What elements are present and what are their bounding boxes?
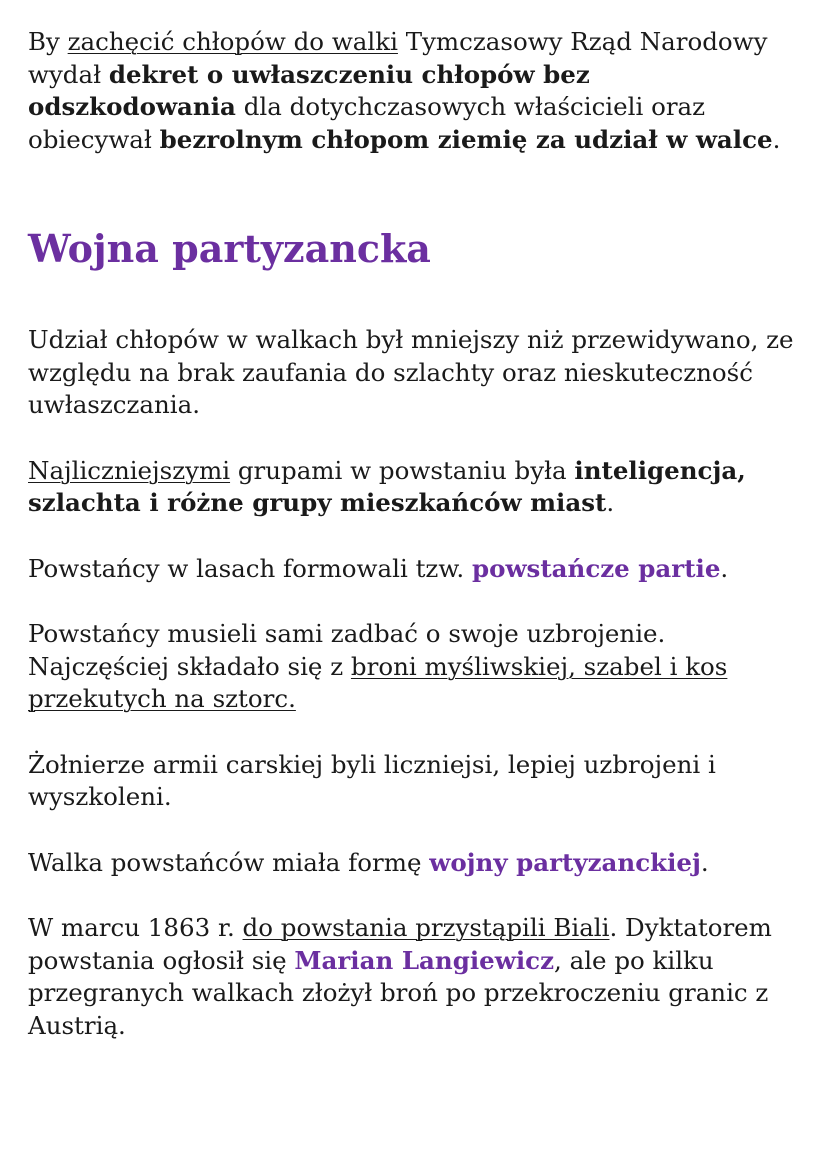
underlined-text: broni myśliwskiej, szabel i kos przekutych na sztorc.	[28, 651, 728, 713]
text: W marcu 1863 r.	[28, 913, 243, 942]
underlined-text: do powstania przystąpili Biali	[242, 913, 610, 942]
bold-text: bezrolnym chłopom ziemię za udział w walce	[159, 124, 773, 154]
highlighted-term: powstańcze partie	[471, 553, 721, 583]
text: . Dyktatorem powstania ogłosił się	[28, 913, 772, 975]
text: Powstańcy musieli sami zadbać o swoje uzbrojenie. Najczęściej składało się z	[28, 619, 666, 681]
text: .	[772, 124, 781, 154]
paragraph-decree	[28, 26, 800, 156]
highlighted-term: Marian Langiewicz	[294, 945, 555, 975]
highlighted-term: wojny partyzanckiej	[429, 847, 701, 877]
text: .	[606, 488, 615, 517]
paragraph-partie	[28, 553, 800, 586]
text: Tymczasowy Rząd Narodowy wydał	[28, 27, 768, 89]
text: .	[720, 553, 729, 583]
paragraph-weapons	[28, 618, 800, 716]
text: Walka powstańców miała formę	[28, 847, 430, 877]
bold-text: dekret o uwłaszczeniu chłopów bez odszkodowania	[28, 59, 590, 121]
paragraph-langiewicz	[28, 912, 800, 1042]
section-heading: Wojna partyzancka	[28, 226, 431, 271]
text: , ale po kilku przegranych walkach złożył broń po przekroczeniu granic z Austrią.	[28, 945, 769, 1040]
text: .	[700, 847, 709, 877]
text: By	[28, 27, 68, 56]
paragraph-groups	[28, 455, 800, 520]
paragraph-tsarist-army: Żołnierze armii carskiej byli liczniejsi, lepiej uzbrojeni i wyszkoleni.	[28, 749, 716, 811]
paragraph-guerrilla	[28, 847, 800, 880]
text: dla dotychczasowych właścicieli oraz obiecywał	[28, 92, 706, 154]
text: Powstańcy w lasach formowali tzw.	[28, 553, 472, 583]
bold-text: inteligencja, szlachta i różne grupy mieszkańców miast	[28, 455, 746, 517]
underlined-text: Najliczniejszymi	[28, 455, 231, 485]
paragraph-peasants: Udział chłopów w walkach był mniejszy niż przewidywano, ze względu na brak zaufania do szlachty oraz nieskuteczność uwłaszczania.	[28, 325, 794, 419]
text: grupami w powstaniu była	[230, 455, 575, 485]
underlined-text: zachęcić chłopów do walki	[67, 27, 398, 56]
